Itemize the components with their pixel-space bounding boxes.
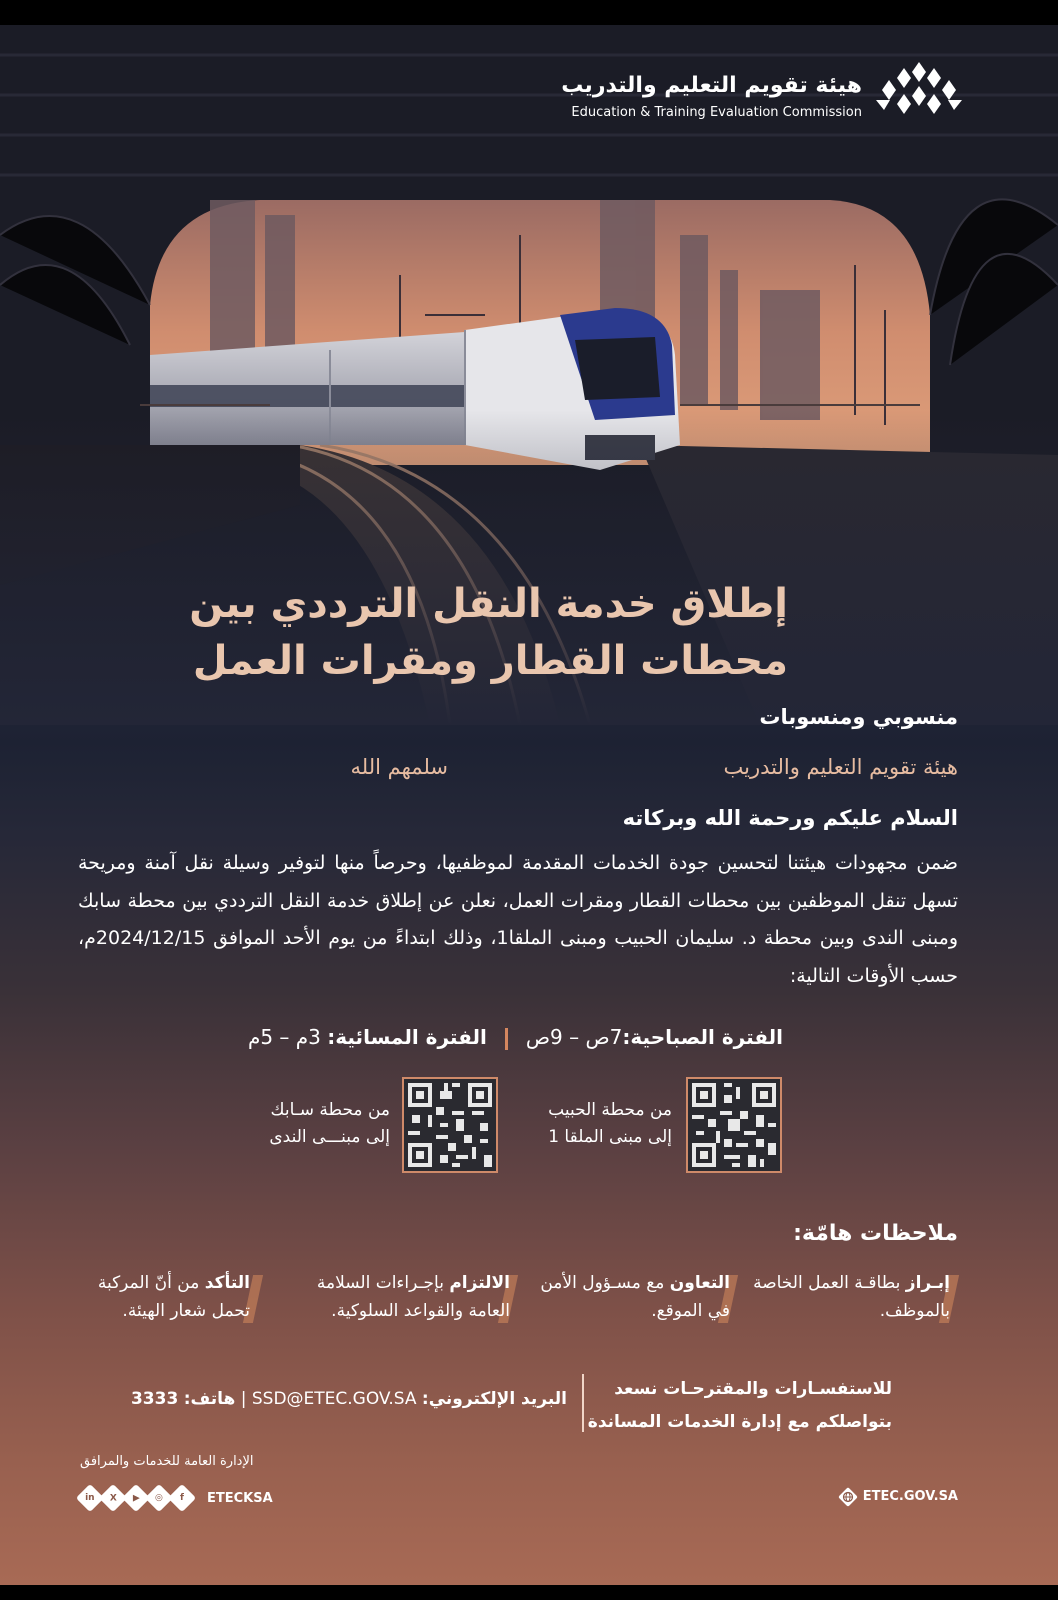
announcement-body: ضمن مجهودات هيئتنا لتحسين جودة الخدمات المقدمة لموظفيها، وحرصاً منها لتوفير وسيلة نقل آمنة ومريحة تسهل تنقل الموظفين بين محطات القطار ومقرات العمل، نعلن عن إطلاق خدمة النقل الترددي بين محطة سابك ومبنى الندى وبين محطة د. سليمان الحبيب ومبنى الملقا1، وذلك ابتداءً من يوم الأحد الموافق 2024/12/15م، حسب الأوقات التالية: bbox=[78, 852, 958, 987]
note-text: من أنّ المركبة تحمل شعار الهيئة. bbox=[97, 1273, 250, 1321]
route-caption-habib bbox=[548, 1097, 672, 1151]
addressee-org: هيئة تقويم التعليم والتدريب bbox=[723, 755, 958, 779]
note-text: مع مسـؤول الأمن في الموقع. bbox=[540, 1273, 730, 1321]
logo-name-ar: هيئة تقويم التعليم والتدريب bbox=[561, 73, 862, 98]
note-lead: التعاون bbox=[669, 1273, 730, 1293]
route-from: من محطة سـابك bbox=[270, 1100, 390, 1120]
note-item bbox=[745, 1269, 950, 1325]
schedule-divider bbox=[505, 1028, 508, 1050]
contact-message bbox=[588, 1373, 892, 1439]
note-text: بإجـراءات السلامة العامة والقواعد السلوكية. bbox=[316, 1273, 510, 1321]
social-links bbox=[80, 1487, 273, 1509]
route-to: إلى مبنى الملقا 1 bbox=[548, 1127, 672, 1147]
instagram-glyph: ◎ bbox=[155, 1492, 163, 1503]
note-lead: إبـراز bbox=[905, 1273, 950, 1293]
headline-line2: محطات القطار ومقرات العمل bbox=[192, 638, 788, 684]
evening-time: 3م – 5م bbox=[247, 1025, 321, 1049]
qr-code-habib[interactable] bbox=[686, 1077, 782, 1173]
contact-details bbox=[131, 1389, 567, 1409]
morning-label: الفترة الصباحية: bbox=[622, 1025, 783, 1049]
schedule bbox=[248, 1025, 783, 1050]
morning-time: 7ص – 9ص bbox=[525, 1025, 623, 1049]
department-name: الإدارة العامة للخدمات والمرافق bbox=[80, 1454, 254, 1469]
facebook-icon[interactable] bbox=[168, 1484, 196, 1512]
qr-pattern bbox=[688, 1079, 780, 1171]
phone-label: هاتف: bbox=[183, 1389, 236, 1409]
contact-separator: | bbox=[240, 1389, 247, 1409]
youtube-glyph: ▶ bbox=[132, 1492, 140, 1503]
note-lead: التأكد bbox=[204, 1273, 250, 1293]
greeting: السلام عليكم ورحمة الله وبركاته bbox=[622, 806, 958, 830]
addressee-salutation: سلمهم الله bbox=[350, 755, 448, 779]
headline-line1: إطلاق خدمة النقل الترددي بين bbox=[189, 581, 788, 627]
phone-number[interactable]: 3333 bbox=[130, 1389, 179, 1409]
facebook-glyph: f bbox=[180, 1492, 184, 1503]
note-item bbox=[525, 1269, 730, 1325]
contact-line1: للاستفسـارات والمقترحـات نسعد bbox=[614, 1379, 892, 1399]
note-item bbox=[290, 1269, 510, 1325]
note-text: بطاقـة العمل الخاصة بالموظف. bbox=[753, 1273, 950, 1321]
etec-logo-icon bbox=[874, 60, 964, 120]
qr-code-sabic[interactable] bbox=[402, 1077, 498, 1173]
note-item bbox=[75, 1269, 250, 1325]
x-glyph: X bbox=[109, 1492, 117, 1503]
announcement-poster bbox=[0, 25, 1058, 1585]
logo-name-en: Education & Training Evaluation Commission bbox=[571, 105, 862, 120]
route-from: من محطة الحبيب bbox=[548, 1100, 672, 1120]
route-to: إلى مبنـــى الندى bbox=[269, 1127, 390, 1147]
addressee-line1: منسوبي ومنسوبات bbox=[759, 705, 958, 729]
route-caption-sabic bbox=[269, 1097, 390, 1151]
note-lead: الالتزام bbox=[449, 1273, 510, 1293]
evening-label: الفترة المسائية: bbox=[327, 1025, 487, 1049]
contact-line2: بتواصلكم مع إدارة الخدمات المساندة bbox=[587, 1412, 892, 1432]
website-link[interactable]: ETEC.GOV.SA bbox=[862, 1489, 958, 1504]
globe-icon bbox=[838, 1487, 858, 1507]
contact-divider bbox=[582, 1374, 584, 1432]
qr-pattern bbox=[404, 1079, 496, 1171]
social-handle[interactable]: ETECKSA bbox=[207, 1490, 273, 1506]
notes-title: ملاحظات هامّة: bbox=[793, 1221, 958, 1246]
linkedin-glyph: in bbox=[85, 1493, 95, 1503]
email-link[interactable]: SSD@ETEC.GOV.SA bbox=[251, 1389, 417, 1409]
email-label: البريد الإلكتروني: bbox=[421, 1389, 567, 1409]
